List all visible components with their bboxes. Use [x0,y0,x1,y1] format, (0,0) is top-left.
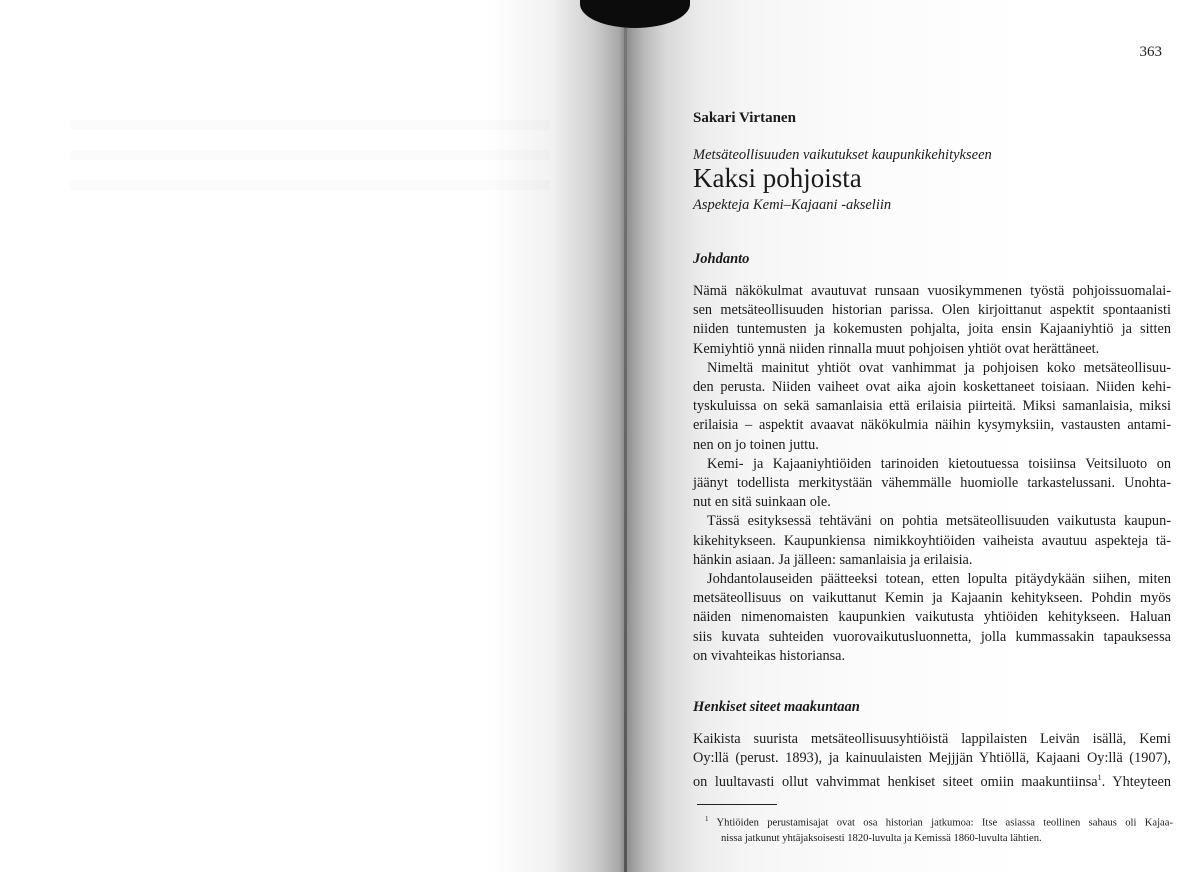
section-spiritual-ties [693,698,1171,792]
text-line: Kemiyhtiö ynnä niiden rinnalla muut pohjoisen yhtiöt ovat herättäneet. [693,340,1100,357]
text-line: kikehitykseen. Kaupunkiensa nimikkoyhtiöiden vaiheista avautuu aspekteja tä- [693,532,1171,549]
paragraph [693,570,1171,666]
text-line: Nimeltä mainitut yhtiöt ovat vanhimmat ja pohjoisen koko metsäteollisuu- [707,359,1171,376]
text-line: den perusta. Niiden vaiheet ovat aika ajoin koskettaneet toisiaan. Niiden kehi- [693,379,1171,396]
article-subtitle: Metsäteollisuuden vaikutukset kaupunkikehitykseen [693,147,992,163]
text-line [693,768,1171,792]
page-number: 363 [1139,44,1162,60]
text-segment: on luultavasti ollut vahvimmat henkiset siteet omiin maakuntiinsa [693,774,1098,791]
text-line: Johdantolauseiden päätteeksi totean, etten lopulta pitäydykään siihen, miten [707,571,1171,588]
article-aspect-line: Aspekteja Kemi–Kajaani -akseliin [693,197,892,213]
text-line: nen on jo toinen juttu. [693,436,819,453]
text-line: näiden nimenomaisten kaupunkien vaikutusta yhtiöiden kehitykseen. Haluan [693,609,1171,626]
paragraph [693,282,1171,359]
text-line: erilaisia – aspektit avaavat näkökulmia näihin kysymyksiin, vastausten antami- [693,417,1171,434]
text-line: hänkin asiaan. Ja jälleen: samanlaisia ja erilaisia. [693,551,973,568]
text-line: Tässä esityksessä tehtäväni on pohtia metsäteollisuuden vaikutusta kaupun- [707,513,1171,530]
footnote-reference[interactable]: 1 [1097,773,1102,783]
text-line: metsäteollisuus on vaikuttanut Kemin ja Kajaanin kehitykseen. Pohdin myös [693,590,1171,607]
text-line: on vivahteikas historiansa. [693,647,846,664]
text-line: Nämä näkökulmat avautuvat runsaan vuosikymmenen työstä pohjoissuomalai- [693,283,1171,299]
text-line: Kemi- ja Kajaaniyhtiöiden tarinoiden kietoutuessa toisiinsa Veitsiluoto on [707,455,1171,472]
bleed-through-text [70,150,550,160]
text-line [705,812,1173,831]
footnote [705,812,1173,846]
article-title: Kaksi pohjoista [693,163,862,193]
footnote-divider [697,804,777,805]
article [693,110,1171,792]
text-line: jäänyt todellista merkitystään vähemmälle huomiolle tarkastelussani. Unohta- [693,475,1171,492]
text-line: sen metsäteollisuuden historian parissa. Olen kirjoittanut aspektit spontaanisti [693,302,1171,319]
bleed-through-text [70,180,550,190]
bleed-through-text [70,120,550,130]
text-line: siis kuvata suhteiden vuorovaikutusluonnetta, jolla kummassakin tapauksessa [693,628,1171,645]
section-heading: Johdanto [693,251,750,267]
article-author: Sakari Virtanen [693,110,796,126]
text-line: Kaikista suurista metsäteollisuusyhtiöistä lappilaisten Leivän isällä, Kemi [693,731,1171,748]
paragraph [693,512,1171,570]
text-line: Oy:llä (perust. 1893), ja kainuulaisten Mejjjän Yhtiöllä, Kajaani Oy:llä (1907), [693,750,1171,767]
text-segment: . Yhteyteen [1101,774,1171,791]
paragraph [693,359,1171,455]
paragraph [693,455,1171,513]
text-segment: Yhtiöiden perustamisajat ovat osa historian jatkumoa: Itse asiassa teollinen sahaus oli Kajaa- [716,817,1173,829]
section-introduction [693,250,1171,666]
section-heading: Henkiset siteet maakuntaan [693,699,860,716]
text-line: nissa jatkunut yhtäjaksoisesti 1820-luvulta ja Kemissä 1860-luvulta lähtien. [721,832,1042,844]
book-gutter [624,20,627,872]
text-line: tyskuluissa on sekä samanlaisia että erilaisia piirteitä. Miksi samanlaisia, miksi [693,398,1171,415]
text-line: niiden tuntemusten ja kokemusten pohjalta, joita ensin Kajaaniyhtiö ja sitten [693,321,1171,338]
footnote-mark: 1 [705,815,709,823]
paragraph [693,730,1171,792]
text-line: nut en sitä suinkaan ole. [693,494,831,511]
